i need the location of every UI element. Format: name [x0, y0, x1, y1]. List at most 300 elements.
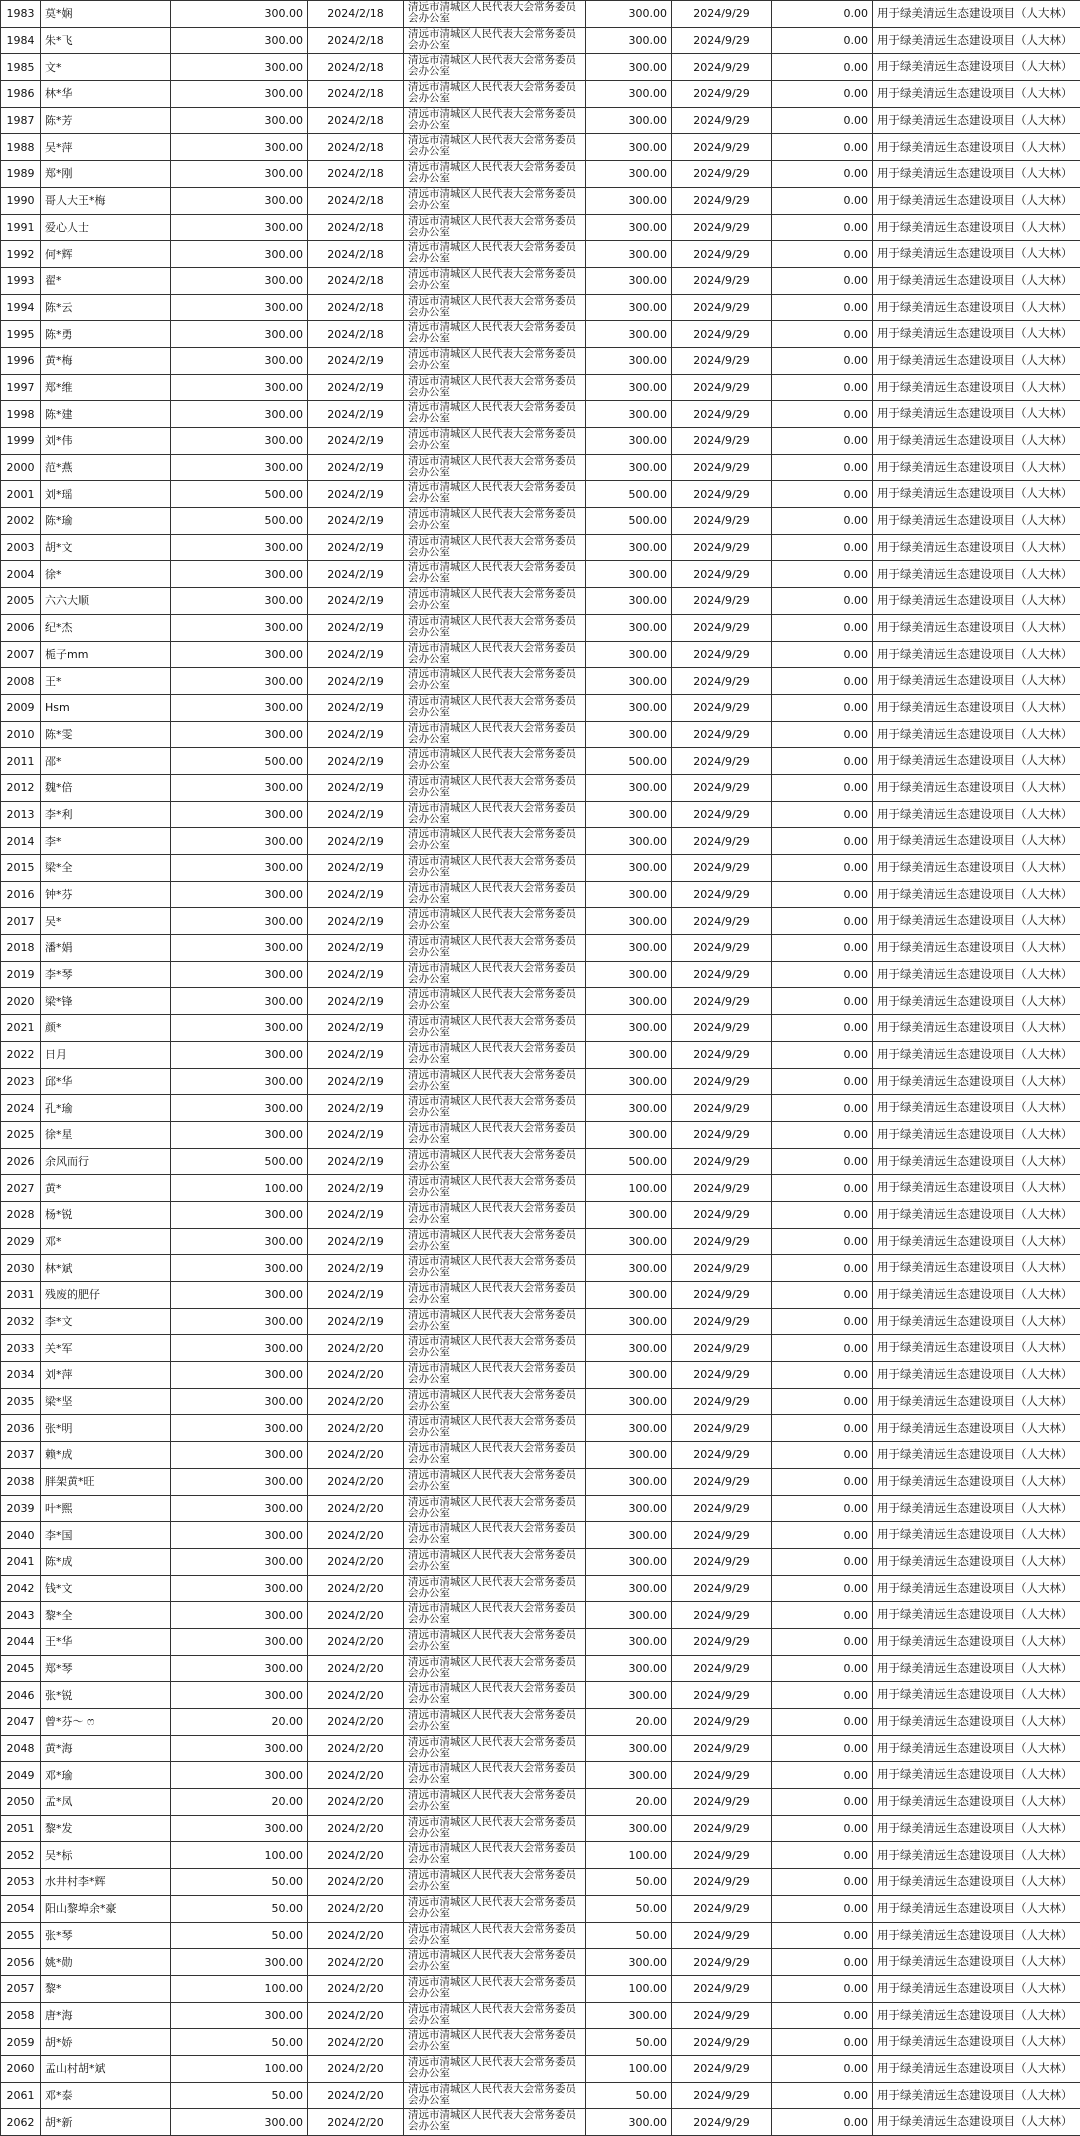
organization-cell: 清远市清城区人民代表大会常务委员会办公室 — [404, 561, 586, 588]
donor-name-cell: 潘*娟 — [41, 935, 171, 962]
use-date-cell: 2024/9/29 — [672, 1762, 772, 1789]
row-number-cell: 2045 — [1, 1655, 41, 1682]
amount-cell: 50.00 — [171, 2029, 308, 2056]
use-date-cell: 2024/9/29 — [672, 1842, 772, 1869]
row-number-cell: 1989 — [1, 161, 41, 188]
purpose-cell: 用于绿美清远生态建设项目（人大林） — [873, 1815, 1080, 1842]
row-number-cell: 2052 — [1, 1842, 41, 1869]
row-number-cell: 1985 — [1, 54, 41, 81]
row-number-cell: 2034 — [1, 1362, 41, 1389]
table-row — [1, 241, 1080, 268]
date-cell: 2024/2/19 — [308, 801, 404, 828]
organization-cell: 清远市清城区人民代表大会常务委员会办公室 — [404, 908, 586, 935]
table-row — [1, 1468, 1080, 1495]
table-row — [1, 428, 1080, 455]
purpose-cell: 用于绿美清远生态建设项目（人大林） — [873, 401, 1080, 428]
balance-cell: 0.00 — [772, 1442, 873, 1469]
donor-name-cell: 姚*勋 — [41, 1949, 171, 1976]
date-cell: 2024/2/20 — [308, 1522, 404, 1549]
use-date-cell: 2024/9/29 — [672, 1709, 772, 1736]
used-amount-cell: 300.00 — [586, 614, 672, 641]
use-date-cell: 2024/9/29 — [672, 748, 772, 775]
used-amount-cell: 300.00 — [586, 1735, 672, 1762]
purpose-cell: 用于绿美清远生态建设项目（人大林） — [873, 1148, 1080, 1175]
organization-cell: 清远市清城区人民代表大会常务委员会办公室 — [404, 374, 586, 401]
purpose-cell: 用于绿美清远生态建设项目（人大林） — [873, 54, 1080, 81]
organization-cell: 清远市清城区人民代表大会常务委员会办公室 — [404, 694, 586, 721]
date-cell: 2024/2/19 — [308, 1201, 404, 1228]
amount-cell: 300.00 — [171, 187, 308, 214]
use-date-cell: 2024/9/29 — [672, 1602, 772, 1629]
use-date-cell: 2024/9/29 — [672, 1308, 772, 1335]
balance-cell: 0.00 — [772, 1895, 873, 1922]
donor-name-cell: 张*琴 — [41, 1922, 171, 1949]
row-number-cell: 2035 — [1, 1388, 41, 1415]
donor-name-cell: 王* — [41, 668, 171, 695]
amount-cell: 300.00 — [171, 908, 308, 935]
table-row — [1, 161, 1080, 188]
row-number-cell: 2044 — [1, 1628, 41, 1655]
organization-cell: 清远市清城区人民代表大会常务委员会办公室 — [404, 1335, 586, 1362]
row-number-cell: 2031 — [1, 1282, 41, 1309]
row-number-cell: 2057 — [1, 1975, 41, 2002]
date-cell: 2024/2/20 — [308, 1869, 404, 1896]
balance-cell: 0.00 — [772, 561, 873, 588]
donor-name-cell: 范*燕 — [41, 454, 171, 481]
use-date-cell: 2024/9/29 — [672, 1735, 772, 1762]
use-date-cell: 2024/9/29 — [672, 508, 772, 535]
used-amount-cell: 300.00 — [586, 294, 672, 321]
organization-cell: 清远市清城区人民代表大会常务委员会办公室 — [404, 1, 586, 28]
table-row — [1, 1148, 1080, 1175]
balance-cell: 0.00 — [772, 481, 873, 508]
table-row — [1, 1308, 1080, 1335]
organization-cell: 清远市清城区人民代表大会常务委员会办公室 — [404, 534, 586, 561]
use-date-cell: 2024/9/29 — [672, 1628, 772, 1655]
purpose-cell: 用于绿美清远生态建设项目（人大林） — [873, 1415, 1080, 1442]
table-row — [1, 481, 1080, 508]
purpose-cell: 用于绿美清远生态建设项目（人大林） — [873, 1388, 1080, 1415]
row-number-cell: 2040 — [1, 1522, 41, 1549]
organization-cell: 清远市清城区人民代表大会常务委员会办公室 — [404, 1468, 586, 1495]
table-row — [1, 961, 1080, 988]
row-number-cell: 1984 — [1, 27, 41, 54]
row-number-cell: 2002 — [1, 508, 41, 535]
donor-name-cell: 孔*瑜 — [41, 1095, 171, 1122]
purpose-cell: 用于绿美清远生态建设项目（人大林） — [873, 2082, 1080, 2109]
balance-cell: 0.00 — [772, 508, 873, 535]
amount-cell: 500.00 — [171, 748, 308, 775]
donor-name-cell: 陈*勇 — [41, 321, 171, 348]
donor-name-cell: 关*军 — [41, 1335, 171, 1362]
balance-cell: 0.00 — [772, 27, 873, 54]
table-row — [1, 1975, 1080, 2002]
row-number-cell: 2026 — [1, 1148, 41, 1175]
row-number-cell: 2048 — [1, 1735, 41, 1762]
used-amount-cell: 300.00 — [586, 881, 672, 908]
balance-cell: 0.00 — [772, 267, 873, 294]
use-date-cell: 2024/9/29 — [672, 1468, 772, 1495]
table-row — [1, 347, 1080, 374]
date-cell: 2024/2/19 — [308, 614, 404, 641]
table-row — [1, 1789, 1080, 1816]
use-date-cell: 2024/9/29 — [672, 801, 772, 828]
purpose-cell: 用于绿美清远生态建设项目（人大林） — [873, 1709, 1080, 1736]
date-cell: 2024/2/19 — [308, 1041, 404, 1068]
table-row — [1, 1762, 1080, 1789]
use-date-cell: 2024/9/29 — [672, 881, 772, 908]
table-row — [1, 1255, 1080, 1282]
amount-cell: 300.00 — [171, 1548, 308, 1575]
donor-name-cell: 林*华 — [41, 81, 171, 108]
balance-cell: 0.00 — [772, 1869, 873, 1896]
date-cell: 2024/2/18 — [308, 54, 404, 81]
used-amount-cell: 300.00 — [586, 2002, 672, 2029]
use-date-cell: 2024/9/29 — [672, 1175, 772, 1202]
date-cell: 2024/2/18 — [308, 27, 404, 54]
donor-name-cell: 文* — [41, 54, 171, 81]
used-amount-cell: 300.00 — [586, 668, 672, 695]
purpose-cell: 用于绿美清远生态建设项目（人大林） — [873, 988, 1080, 1015]
table-row — [1, 1842, 1080, 1869]
use-date-cell: 2024/9/29 — [672, 267, 772, 294]
date-cell: 2024/2/19 — [308, 454, 404, 481]
amount-cell: 100.00 — [171, 1842, 308, 1869]
table-row — [1, 641, 1080, 668]
donor-name-cell: 邓* — [41, 1228, 171, 1255]
organization-cell: 清远市清城区人民代表大会常务委员会办公室 — [404, 774, 586, 801]
balance-cell: 0.00 — [772, 428, 873, 455]
purpose-cell: 用于绿美清远生态建设项目（人大林） — [873, 748, 1080, 775]
donor-name-cell: 赖*成 — [41, 1442, 171, 1469]
table-row — [1, 107, 1080, 134]
balance-cell: 0.00 — [772, 1762, 873, 1789]
purpose-cell: 用于绿美清远生态建设项目（人大林） — [873, 508, 1080, 535]
amount-cell: 300.00 — [171, 828, 308, 855]
balance-cell: 0.00 — [772, 1495, 873, 1522]
balance-cell: 0.00 — [772, 294, 873, 321]
balance-cell: 0.00 — [772, 1842, 873, 1869]
balance-cell: 0.00 — [772, 2002, 873, 2029]
date-cell: 2024/2/19 — [308, 1068, 404, 1095]
organization-cell: 清远市清城区人民代表大会常务委员会办公室 — [404, 1709, 586, 1736]
date-cell: 2024/2/19 — [308, 428, 404, 455]
table-row — [1, 321, 1080, 348]
row-number-cell: 2003 — [1, 534, 41, 561]
organization-cell: 清远市清城区人民代表大会常务委员会办公室 — [404, 81, 586, 108]
used-amount-cell: 300.00 — [586, 1815, 672, 1842]
balance-cell: 0.00 — [772, 1709, 873, 1736]
row-number-cell: 2037 — [1, 1442, 41, 1469]
date-cell: 2024/2/20 — [308, 2002, 404, 2029]
organization-cell: 清远市清城区人民代表大会常务委员会办公室 — [404, 1949, 586, 1976]
use-date-cell: 2024/9/29 — [672, 2082, 772, 2109]
row-number-cell: 1993 — [1, 267, 41, 294]
organization-cell: 清远市清城区人民代表大会常务委员会办公室 — [404, 1362, 586, 1389]
use-date-cell: 2024/9/29 — [672, 694, 772, 721]
used-amount-cell: 300.00 — [586, 1015, 672, 1042]
balance-cell: 0.00 — [772, 1975, 873, 2002]
use-date-cell: 2024/9/29 — [672, 481, 772, 508]
row-number-cell: 2009 — [1, 694, 41, 721]
table-row — [1, 588, 1080, 615]
used-amount-cell: 300.00 — [586, 1415, 672, 1442]
row-number-cell: 1983 — [1, 1, 41, 28]
balance-cell: 0.00 — [772, 1789, 873, 1816]
balance-cell: 0.00 — [772, 1, 873, 28]
organization-cell: 清远市清城区人民代表大会常务委员会办公室 — [404, 748, 586, 775]
row-number-cell: 2036 — [1, 1415, 41, 1442]
donor-name-cell: 何*辉 — [41, 241, 171, 268]
date-cell: 2024/2/18 — [308, 267, 404, 294]
row-number-cell: 2020 — [1, 988, 41, 1015]
use-date-cell: 2024/9/29 — [672, 54, 772, 81]
used-amount-cell: 50.00 — [586, 1895, 672, 1922]
purpose-cell: 用于绿美清远生态建设项目（人大林） — [873, 694, 1080, 721]
date-cell: 2024/2/20 — [308, 1975, 404, 2002]
donor-name-cell: 哥人大王*梅 — [41, 187, 171, 214]
date-cell: 2024/2/19 — [308, 508, 404, 535]
organization-cell: 清远市清城区人民代表大会常务委员会办公室 — [404, 1015, 586, 1042]
amount-cell: 300.00 — [171, 1468, 308, 1495]
purpose-cell: 用于绿美清远生态建设项目（人大林） — [873, 1, 1080, 28]
donor-name-cell: 邱*华 — [41, 1068, 171, 1095]
amount-cell: 300.00 — [171, 428, 308, 455]
use-date-cell: 2024/9/29 — [672, 988, 772, 1015]
table-row — [1, 1362, 1080, 1389]
use-date-cell: 2024/9/29 — [672, 1789, 772, 1816]
purpose-cell: 用于绿美清远生态建设项目（人大林） — [873, 908, 1080, 935]
amount-cell: 300.00 — [171, 1308, 308, 1335]
row-number-cell: 2001 — [1, 481, 41, 508]
organization-cell: 清远市清城区人民代表大会常务委员会办公室 — [404, 1815, 586, 1842]
donor-name-cell: 郑*维 — [41, 374, 171, 401]
table-row — [1, 1, 1080, 28]
used-amount-cell: 300.00 — [586, 1682, 672, 1709]
organization-cell: 清远市清城区人民代表大会常务委员会办公室 — [404, 2002, 586, 2029]
organization-cell: 清远市清城区人民代表大会常务委员会办公室 — [404, 294, 586, 321]
used-amount-cell: 300.00 — [586, 1442, 672, 1469]
organization-cell: 清远市清城区人民代表大会常务委员会办公室 — [404, 401, 586, 428]
organization-cell: 清远市清城区人民代表大会常务委员会办公室 — [404, 1282, 586, 1309]
row-number-cell: 2019 — [1, 961, 41, 988]
use-date-cell: 2024/9/29 — [672, 2029, 772, 2056]
row-number-cell: 2060 — [1, 2055, 41, 2082]
row-number-cell: 1996 — [1, 347, 41, 374]
donor-name-cell: 徐* — [41, 561, 171, 588]
organization-cell: 清远市清城区人民代表大会常务委员会办公室 — [404, 2055, 586, 2082]
organization-cell: 清远市清城区人民代表大会常务委员会办公室 — [404, 1388, 586, 1415]
donor-name-cell: 叶*熙 — [41, 1495, 171, 1522]
date-cell: 2024/2/20 — [308, 1762, 404, 1789]
used-amount-cell: 100.00 — [586, 1842, 672, 1869]
purpose-cell: 用于绿美清远生态建设项目（人大林） — [873, 1842, 1080, 1869]
purpose-cell: 用于绿美清远生态建设项目（人大林） — [873, 2002, 1080, 2029]
used-amount-cell: 300.00 — [586, 1335, 672, 1362]
donor-name-cell: 黄* — [41, 1175, 171, 1202]
purpose-cell: 用于绿美清远生态建设项目（人大林） — [873, 534, 1080, 561]
used-amount-cell: 300.00 — [586, 1468, 672, 1495]
table-row — [1, 1041, 1080, 1068]
purpose-cell: 用于绿美清远生态建设项目（人大林） — [873, 935, 1080, 962]
amount-cell: 300.00 — [171, 1815, 308, 1842]
amount-cell: 300.00 — [171, 454, 308, 481]
purpose-cell: 用于绿美清远生态建设项目（人大林） — [873, 1282, 1080, 1309]
purpose-cell: 用于绿美清远生态建设项目（人大林） — [873, 2109, 1080, 2136]
donor-name-cell: 李* — [41, 828, 171, 855]
balance-cell: 0.00 — [772, 1468, 873, 1495]
date-cell: 2024/2/19 — [308, 641, 404, 668]
date-cell: 2024/2/20 — [308, 1789, 404, 1816]
use-date-cell: 2024/9/29 — [672, 1442, 772, 1469]
date-cell: 2024/2/20 — [308, 1335, 404, 1362]
use-date-cell: 2024/9/29 — [672, 1095, 772, 1122]
used-amount-cell: 300.00 — [586, 401, 672, 428]
balance-cell: 0.00 — [772, 1415, 873, 1442]
purpose-cell: 用于绿美清远生态建设项目（人大林） — [873, 561, 1080, 588]
used-amount-cell: 300.00 — [586, 1362, 672, 1389]
date-cell: 2024/2/19 — [308, 1095, 404, 1122]
used-amount-cell: 100.00 — [586, 1975, 672, 2002]
balance-cell: 0.00 — [772, 2055, 873, 2082]
purpose-cell: 用于绿美清远生态建设项目（人大林） — [873, 187, 1080, 214]
use-date-cell: 2024/9/29 — [672, 855, 772, 882]
table-row — [1, 855, 1080, 882]
donor-name-cell: 刘*伟 — [41, 428, 171, 455]
amount-cell: 300.00 — [171, 614, 308, 641]
use-date-cell: 2024/9/29 — [672, 347, 772, 374]
purpose-cell: 用于绿美清远生态建设项目（人大林） — [873, 721, 1080, 748]
table-row — [1, 1869, 1080, 1896]
organization-cell: 清远市清城区人民代表大会常务委员会办公室 — [404, 641, 586, 668]
use-date-cell: 2024/9/29 — [672, 935, 772, 962]
donor-name-cell: 邵* — [41, 748, 171, 775]
use-date-cell: 2024/9/29 — [672, 1522, 772, 1549]
use-date-cell: 2024/9/29 — [672, 1362, 772, 1389]
organization-cell: 清远市清城区人民代表大会常务委员会办公室 — [404, 1068, 586, 1095]
amount-cell: 300.00 — [171, 134, 308, 161]
balance-cell: 0.00 — [772, 454, 873, 481]
date-cell: 2024/2/19 — [308, 534, 404, 561]
used-amount-cell: 300.00 — [586, 454, 672, 481]
table-row — [1, 2002, 1080, 2029]
donor-name-cell: 黎*发 — [41, 1815, 171, 1842]
amount-cell: 300.00 — [171, 294, 308, 321]
table-row — [1, 267, 1080, 294]
row-number-cell: 2027 — [1, 1175, 41, 1202]
date-cell: 2024/2/19 — [308, 774, 404, 801]
balance-cell: 0.00 — [772, 134, 873, 161]
donor-name-cell: 王*华 — [41, 1628, 171, 1655]
donor-name-cell: 陈*雯 — [41, 721, 171, 748]
donor-name-cell: 水井村李*辉 — [41, 1869, 171, 1896]
use-date-cell: 2024/9/29 — [672, 774, 772, 801]
amount-cell: 300.00 — [171, 881, 308, 908]
purpose-cell: 用于绿美清远生态建设项目（人大林） — [873, 161, 1080, 188]
donor-name-cell: 爱心人士 — [41, 214, 171, 241]
date-cell: 2024/2/19 — [308, 374, 404, 401]
use-date-cell: 2024/9/29 — [672, 161, 772, 188]
date-cell: 2024/2/20 — [308, 1415, 404, 1442]
purpose-cell: 用于绿美清远生态建设项目（人大林） — [873, 1201, 1080, 1228]
used-amount-cell: 300.00 — [586, 81, 672, 108]
purpose-cell: 用于绿美清远生态建设项目（人大林） — [873, 614, 1080, 641]
used-amount-cell: 300.00 — [586, 1308, 672, 1335]
donor-name-cell: 残废的肥仔 — [41, 1282, 171, 1309]
organization-cell: 清远市清城区人民代表大会常务委员会办公室 — [404, 1548, 586, 1575]
donor-name-cell: 吴* — [41, 908, 171, 935]
organization-cell: 清远市清城区人民代表大会常务委员会办公室 — [404, 161, 586, 188]
donor-name-cell: 纪*杰 — [41, 614, 171, 641]
used-amount-cell: 50.00 — [586, 2082, 672, 2109]
purpose-cell: 用于绿美清远生态建设项目（人大林） — [873, 454, 1080, 481]
used-amount-cell: 300.00 — [586, 774, 672, 801]
donor-name-cell: 胡*文 — [41, 534, 171, 561]
date-cell: 2024/2/19 — [308, 908, 404, 935]
balance-cell: 0.00 — [772, 748, 873, 775]
date-cell: 2024/2/18 — [308, 161, 404, 188]
balance-cell: 0.00 — [772, 1815, 873, 1842]
amount-cell: 300.00 — [171, 54, 308, 81]
date-cell: 2024/2/20 — [308, 1468, 404, 1495]
purpose-cell: 用于绿美清远生态建设项目（人大林） — [873, 1121, 1080, 1148]
date-cell: 2024/2/19 — [308, 1175, 404, 1202]
row-number-cell: 2016 — [1, 881, 41, 908]
amount-cell: 500.00 — [171, 508, 308, 535]
amount-cell: 300.00 — [171, 1575, 308, 1602]
balance-cell: 0.00 — [772, 241, 873, 268]
use-date-cell: 2024/9/29 — [672, 401, 772, 428]
donor-name-cell: 曾*芬～ ෆ — [41, 1709, 171, 1736]
balance-cell: 0.00 — [772, 1628, 873, 1655]
row-number-cell: 2006 — [1, 614, 41, 641]
purpose-cell: 用于绿美清远生态建设项目（人大林） — [873, 2055, 1080, 2082]
row-number-cell: 1987 — [1, 107, 41, 134]
table-row — [1, 1201, 1080, 1228]
row-number-cell: 2049 — [1, 1762, 41, 1789]
balance-cell: 0.00 — [772, 668, 873, 695]
purpose-cell: 用于绿美清远生态建设项目（人大林） — [873, 801, 1080, 828]
used-amount-cell: 300.00 — [586, 908, 672, 935]
used-amount-cell: 20.00 — [586, 1789, 672, 1816]
row-number-cell: 2017 — [1, 908, 41, 935]
use-date-cell: 2024/9/29 — [672, 1148, 772, 1175]
used-amount-cell: 300.00 — [586, 374, 672, 401]
table-row — [1, 1895, 1080, 1922]
use-date-cell: 2024/9/29 — [672, 454, 772, 481]
use-date-cell: 2024/9/29 — [672, 534, 772, 561]
used-amount-cell: 300.00 — [586, 1, 672, 28]
purpose-cell: 用于绿美清远生态建设项目（人大林） — [873, 1789, 1080, 1816]
amount-cell: 300.00 — [171, 988, 308, 1015]
balance-cell: 0.00 — [772, 1575, 873, 1602]
organization-cell: 清远市清城区人民代表大会常务委员会办公室 — [404, 2109, 586, 2136]
used-amount-cell: 300.00 — [586, 694, 672, 721]
purpose-cell: 用于绿美清远生态建设项目（人大林） — [873, 961, 1080, 988]
row-number-cell: 2041 — [1, 1548, 41, 1575]
donor-name-cell: 日月 — [41, 1041, 171, 1068]
row-number-cell: 2028 — [1, 1201, 41, 1228]
organization-cell: 清远市清城区人民代表大会常务委员会办公室 — [404, 1495, 586, 1522]
date-cell: 2024/2/19 — [308, 881, 404, 908]
row-number-cell: 1991 — [1, 214, 41, 241]
donor-name-cell: 黄*海 — [41, 1735, 171, 1762]
amount-cell: 300.00 — [171, 27, 308, 54]
date-cell: 2024/2/20 — [308, 1495, 404, 1522]
used-amount-cell: 300.00 — [586, 27, 672, 54]
date-cell: 2024/2/18 — [308, 107, 404, 134]
date-cell: 2024/2/18 — [308, 1, 404, 28]
